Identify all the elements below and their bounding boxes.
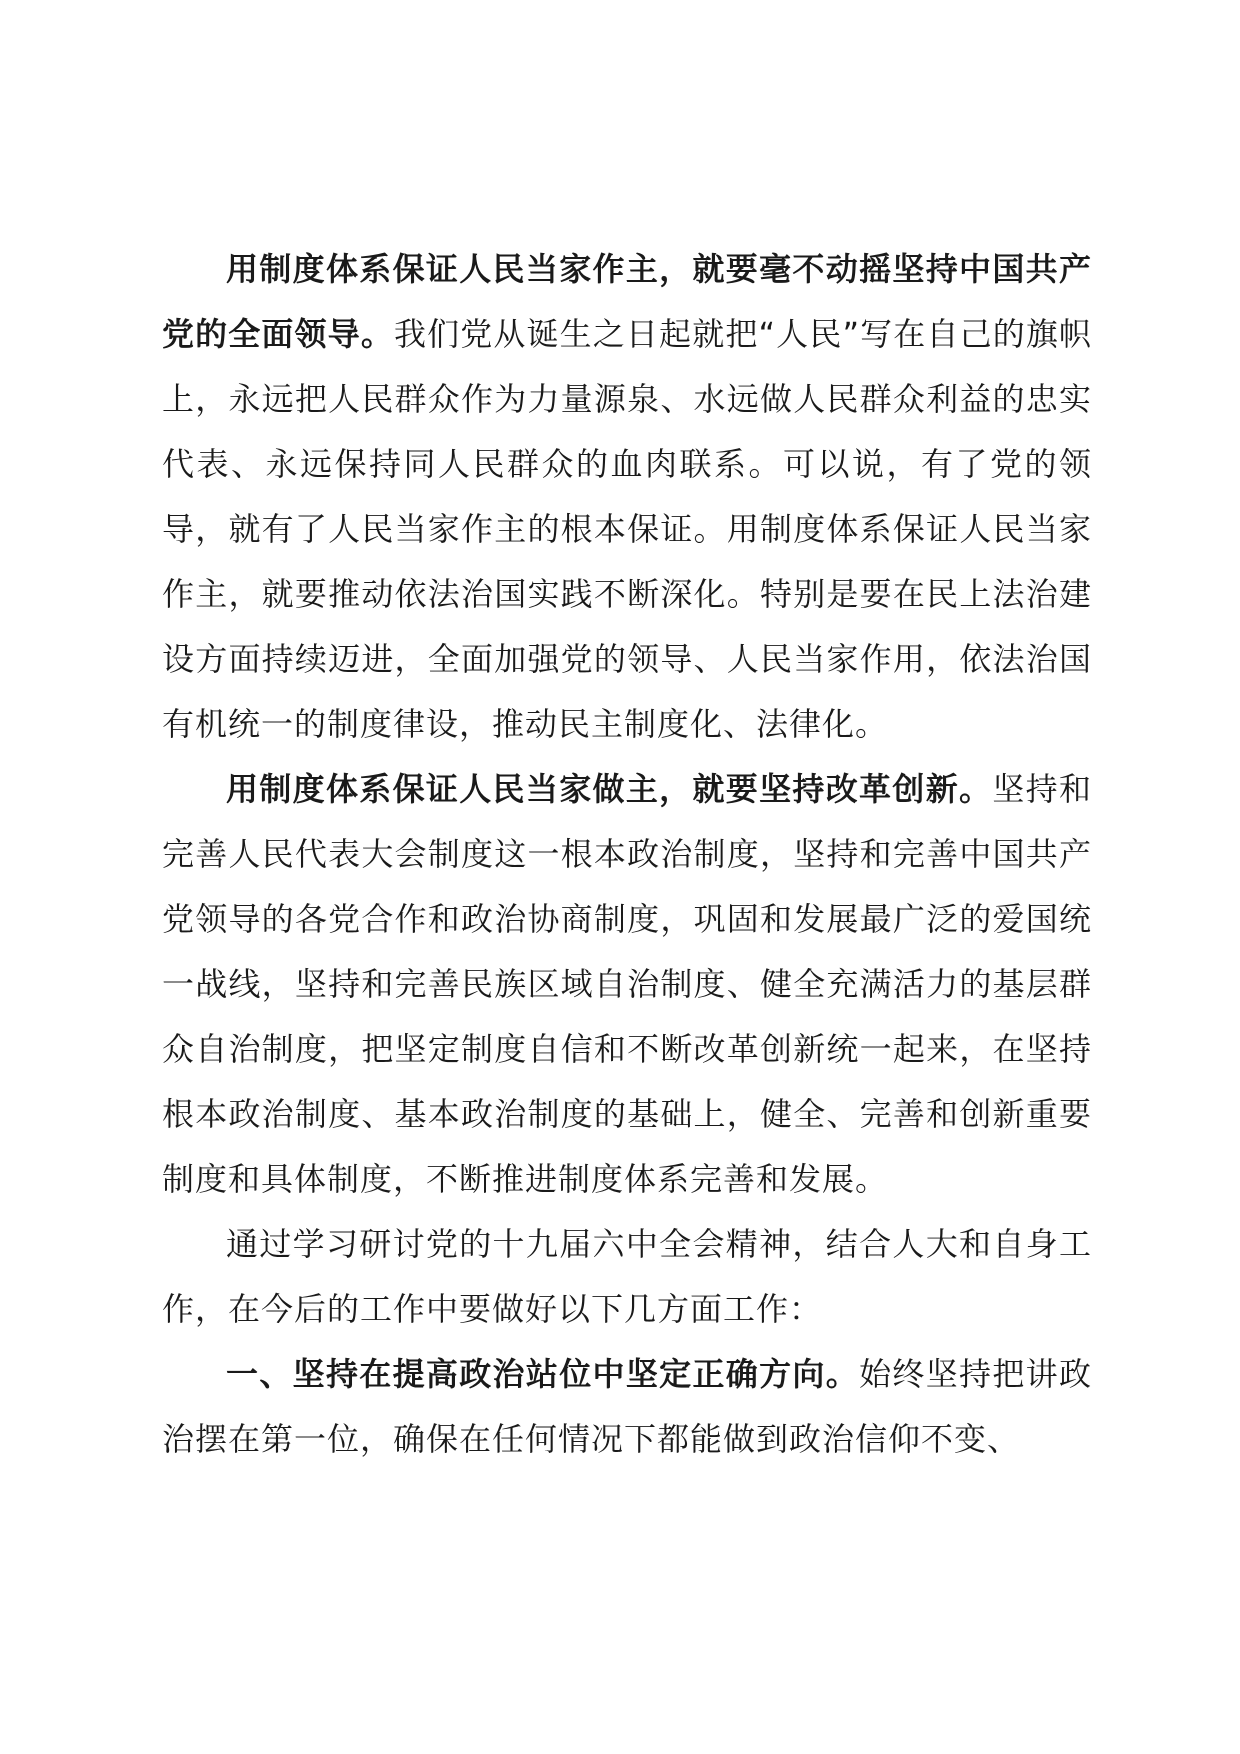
paragraph-text: 我们党从诞生之日起就把“人民”写在自己的旗帜上，永远把人民群众作为力量源泉、水远做人民群众利益的忠实代表、永远保持同人民群众的血肉联系。可以说，有了党的领导，就有了人民当家作主的根本保证。用制度体系保证人民当家作主，就要推动依法治国实践不断深化。特别是要在民上法治建设方面持续迈进，全面加强党的领导、人民当家作用，依法治国有机统一的制度律设，推动民主制度化、法律化。 (162, 315, 1092, 743)
document-body (162, 237, 1092, 1472)
paragraph-text: 通过学习研讨党的十九届六中全会精神，结合人大和自身工作，在今后的工作中要做好以下几方面工作： (162, 1225, 1092, 1328)
paragraph (162, 757, 1092, 1212)
paragraph-text: 始终坚持把讲政治摆在第一位，确保在任何情况下都能做到政治信仰不变、 (162, 1355, 1092, 1458)
paragraph (162, 1212, 1092, 1342)
paragraph-lead-heading: 一、坚持在提高政治站位中坚定正确方向。 (226, 1355, 860, 1393)
paragraph (162, 1342, 1092, 1472)
paragraph (162, 237, 1092, 757)
paragraph-lead-heading: 用制度体系保证人民当家做主，就要坚持改革创新。 (226, 770, 993, 808)
paragraph-lead-heading: 用制度体系保证人民当家作主，就要毫不动摇坚持中国共产党的全面领导。 (162, 250, 1092, 353)
paragraph-text: 坚持和完善人民代表大会制度这一根本政治制度，坚持和完善中国共产党领导的各党合作和政治协商制度，巩固和发展最广泛的爱国统一战线，坚持和完善民族区域自治制度、健全充满活力的基层群众自治制度，把坚定制度自信和不断改革创新统一起来，在坚持根本政治制度、基本政治制度的基础上，健全、完善和创新重要制度和具体制度，不断推进制度体系完善和发展。 (162, 770, 1092, 1198)
